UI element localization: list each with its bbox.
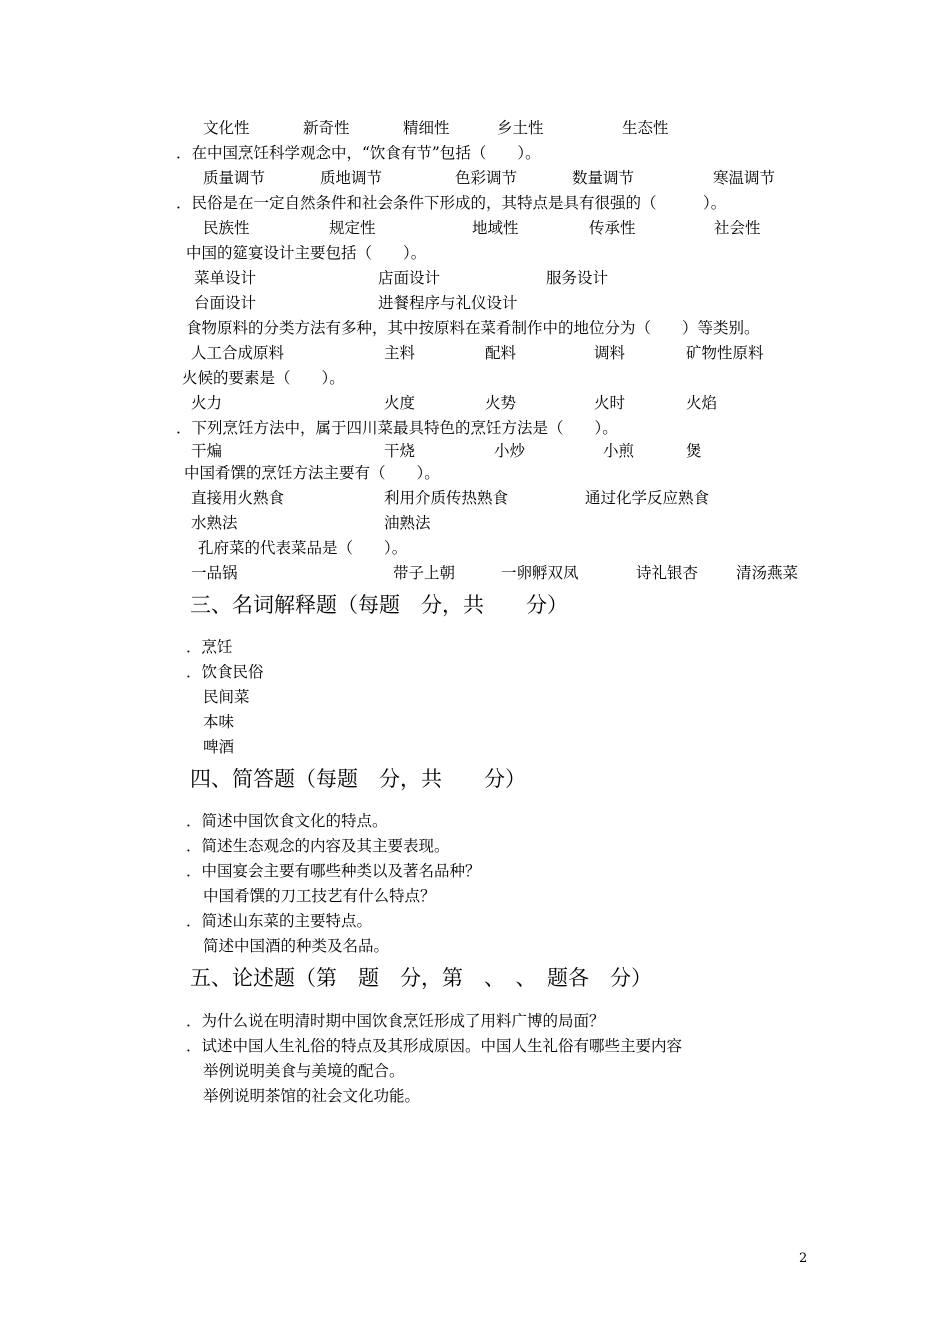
option: 通过化学反应熟食 bbox=[585, 489, 710, 507]
question-stem: 食物原料的分类方法有多种，其中按原料在菜肴制作中的地位分为（ ）等类别。 bbox=[186, 319, 760, 337]
question-item: ．烹饪 bbox=[186, 638, 233, 656]
option: 服务设计 bbox=[546, 269, 609, 287]
question-item: 民间菜 bbox=[203, 688, 250, 706]
option: 传承性 bbox=[589, 219, 636, 237]
option: 火力 bbox=[191, 394, 223, 412]
option: 人工合成原料 bbox=[191, 344, 285, 362]
question-stem: 中国肴馔的烹饪方法主要有（ ）。 bbox=[184, 464, 440, 482]
option: 新奇性 bbox=[303, 119, 350, 137]
option: 干烧 bbox=[384, 442, 416, 460]
option: 精细性 bbox=[403, 119, 450, 137]
option: 质量调节 bbox=[203, 169, 266, 187]
option: 干煸 bbox=[191, 442, 223, 460]
question-item: ．简述山东菜的主要特点。 bbox=[186, 912, 373, 930]
option: 小炒 bbox=[494, 442, 526, 460]
option: 直接用火熟食 bbox=[191, 489, 285, 507]
question-item: 啤酒 bbox=[203, 738, 235, 756]
question-stem: ．下列烹饪方法中，属于四川菜最具特色的烹饪方法是（ ）。 bbox=[176, 419, 618, 437]
question-stem: ．在中国烹饪科学观念中，“饮食有节”包括（ ）。 bbox=[176, 144, 541, 162]
option: 火势 bbox=[485, 394, 517, 412]
option: 火焰 bbox=[686, 394, 718, 412]
question-item: ．简述中国饮食文化的特点。 bbox=[186, 812, 388, 830]
question-stem: 中国的筵宴设计主要包括（ ）。 bbox=[186, 244, 427, 262]
option: 文化性 bbox=[203, 119, 250, 137]
option: 菜单设计 bbox=[194, 269, 257, 287]
question-item: ．中国宴会主要有哪些种类以及著名品种？ bbox=[186, 862, 481, 880]
option: 规定性 bbox=[329, 219, 376, 237]
option: 煲 bbox=[686, 442, 702, 460]
option: 寒温调节 bbox=[713, 169, 776, 187]
option: 店面设计 bbox=[378, 269, 441, 287]
option: 火时 bbox=[594, 394, 626, 412]
option: 数量调节 bbox=[572, 169, 635, 187]
option: 一卵孵双凤 bbox=[501, 564, 579, 582]
option: 诗礼银杏 bbox=[636, 564, 699, 582]
option: 台面设计 bbox=[194, 294, 257, 312]
section-heading: 四、简答题（每题 分，共 分） bbox=[190, 767, 526, 791]
option: 地域性 bbox=[472, 219, 519, 237]
question-item: ．试述中国人生礼俗的特点及其形成原因。中国人生礼俗有哪些主要内容 bbox=[186, 1037, 683, 1055]
option: 进餐程序与礼仪设计 bbox=[378, 294, 518, 312]
question-item: ．简述生态观念的内容及其主要表现。 bbox=[186, 837, 450, 855]
option: 配料 bbox=[485, 344, 517, 362]
option: 民族性 bbox=[203, 219, 250, 237]
question-item: ．为什么说在明清时期中国饮食烹饪形成了用料广博的局面？ bbox=[186, 1012, 605, 1030]
option: 利用介质传热熟食 bbox=[384, 489, 509, 507]
option: 一品锅 bbox=[191, 564, 238, 582]
option: 小煎 bbox=[603, 442, 635, 460]
option: 带子上朝 bbox=[393, 564, 456, 582]
option: 水熟法 bbox=[191, 514, 238, 532]
option: 色彩调节 bbox=[455, 169, 518, 187]
question-item: 中国肴馔的刀工技艺有什么特点？ bbox=[203, 887, 436, 905]
section-heading: 三、名词解释题（每题 分，共 分） bbox=[190, 593, 568, 617]
option: 乡土性 bbox=[497, 119, 544, 137]
option: 火度 bbox=[384, 394, 416, 412]
question-stem: 火候的要素是（ ）。 bbox=[182, 369, 345, 387]
page-number: 2 bbox=[799, 1251, 808, 1266]
question-item: 举例说明茶馆的社会文化功能。 bbox=[203, 1087, 421, 1105]
question-item: ．饮食民俗 bbox=[186, 663, 264, 681]
section-heading: 五、论述题（第 题 分，第 、 、 题各 分） bbox=[190, 966, 652, 990]
option: 清汤燕菜 bbox=[736, 564, 799, 582]
question-item: 简述中国酒的种类及名品。 bbox=[203, 937, 390, 955]
option: 调料 bbox=[594, 344, 626, 362]
question-item: 本味 bbox=[203, 713, 235, 731]
option: 主料 bbox=[384, 344, 416, 362]
question-stem: 孔府菜的代表菜品是（ ）。 bbox=[198, 539, 408, 557]
option: 生态性 bbox=[622, 119, 669, 137]
question-item: 举例说明美食与美境的配合。 bbox=[203, 1062, 405, 1080]
question-stem: ．民俗是在一定自然条件和社会条件下形成的，其特点是具有很强的（ ）。 bbox=[176, 194, 727, 212]
option: 油熟法 bbox=[384, 514, 431, 532]
option: 矿物性原料 bbox=[686, 344, 764, 362]
option: 社会性 bbox=[714, 219, 761, 237]
option: 质地调节 bbox=[320, 169, 383, 187]
